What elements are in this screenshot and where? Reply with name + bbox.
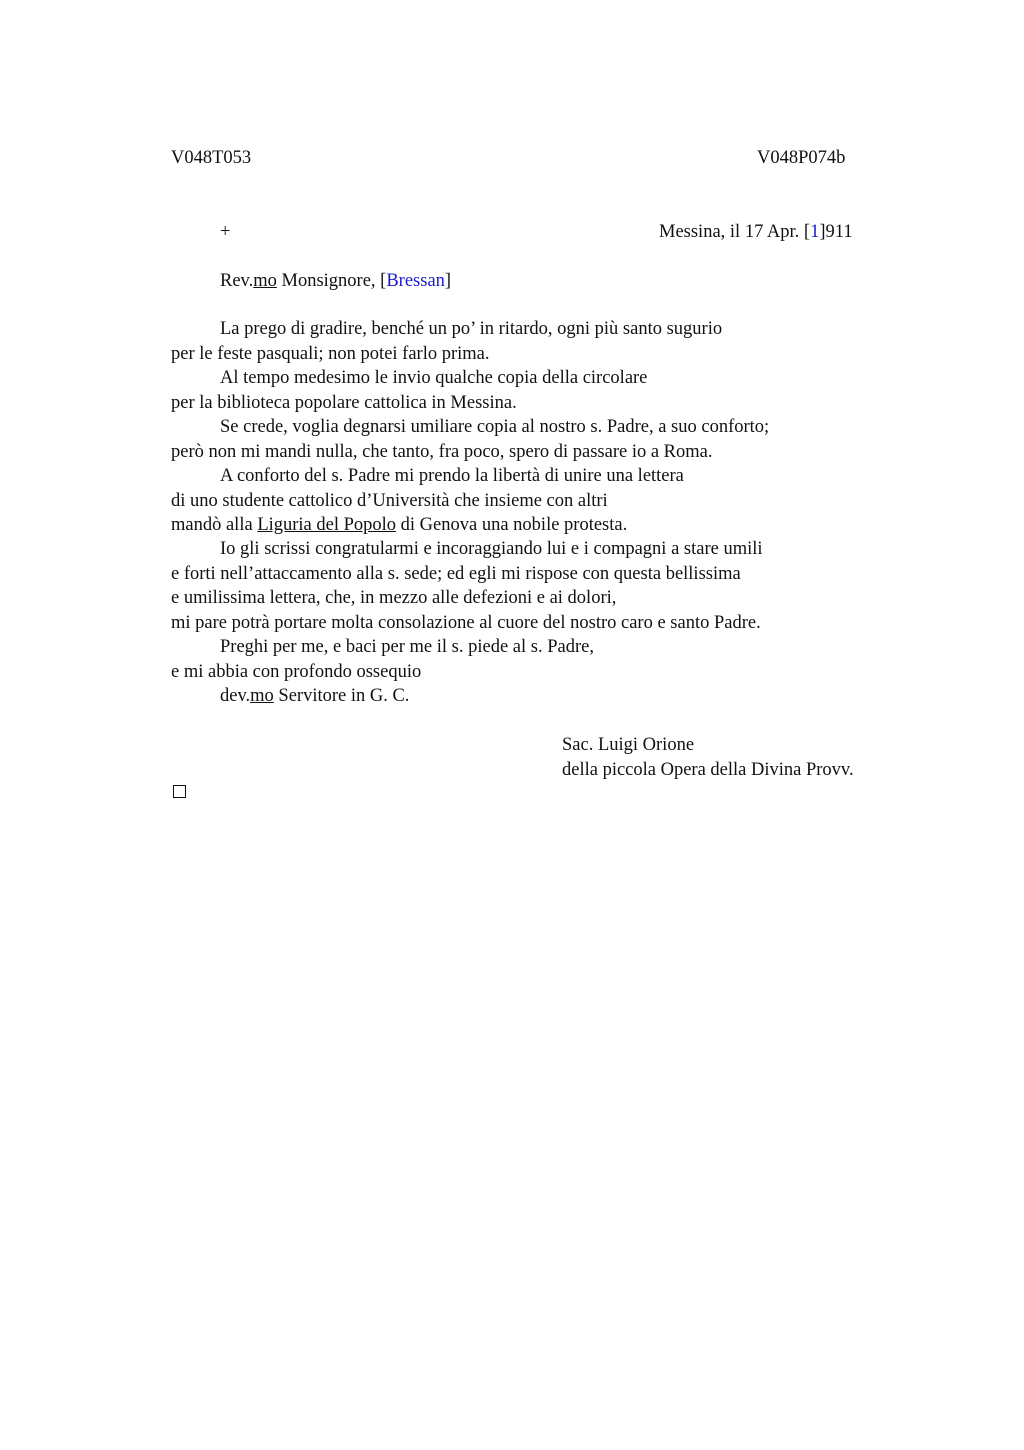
closing-line — [220, 685, 409, 707]
salutation-prefix: Rev. — [220, 271, 254, 291]
recipient-name: Bressan — [386, 271, 445, 291]
body-line: per le feste pasquali; non potei farlo prima. — [171, 344, 490, 364]
body-line: e forti nell’attaccamento alla s. sede; ed egli mi rispose con questa bellissima — [171, 564, 741, 584]
body-line: A conforto del s. Padre mi prendo la libertà di unire una lettera — [220, 466, 684, 486]
body-line: Se crede, voglia degnarsi umiliare copia al nostro s. Padre, a suo conforto; — [220, 417, 770, 437]
body-line: Preghi per me, e baci per me il s. piede al s. Padre, — [220, 637, 594, 657]
body-line: però non mi mandi nulla, che tanto, fra poco, spero di passare io a Roma. — [171, 442, 713, 462]
cross-mark: + — [220, 222, 231, 242]
closing-suffix: Servitore in G. C. — [273, 686, 410, 706]
body-line: per la biblioteca popolare cattolica in Messina. — [171, 393, 517, 413]
liguria-after: di Genova una nobile protesta. — [396, 515, 628, 535]
end-marker-square-icon — [173, 785, 186, 798]
body-line-liguria — [171, 514, 627, 536]
body-line: Al tempo medesimo le invio qualche copia della circolare — [220, 368, 648, 388]
body-line: Io gli scrissi congratularmi e incoraggiando lui e i compagni a stare umili — [220, 539, 763, 559]
letter-date — [659, 221, 853, 243]
closing-prefix: dev. — [220, 686, 251, 706]
signature-org: della piccola Opera della Divina Provv. — [562, 760, 854, 780]
salutation-abbrev: mo — [253, 271, 277, 291]
closing-abbrev: mo — [250, 686, 274, 706]
body-line: e umilissima lettera, che, in mezzo alle defezioni e ai dolori, — [171, 588, 617, 608]
body-line: La prego di gradire, benché un po’ in ritardo, ogni più santo sugurio — [220, 319, 723, 339]
liguria-before: mandò alla — [171, 515, 258, 535]
salutation-mid: Monsignore, [ — [276, 271, 387, 291]
body-line: di uno studente cattolico d’Università che insieme con altri — [171, 491, 608, 511]
salutation-close: ] — [444, 271, 452, 291]
newspaper-title: Liguria del Popolo — [257, 515, 397, 535]
date-prefix: Messina, il 17 Apr. [ — [659, 222, 811, 242]
body-line: mi pare potrà portare molta consolazione al cuore del nostro caro e santo Padre. — [171, 613, 761, 633]
document-code-right: V048P074b — [757, 148, 846, 168]
date-editorial-digit: 1 — [810, 222, 820, 242]
date-suffix: ]911 — [819, 222, 853, 242]
signature-name: Sac. Luigi Orione — [562, 735, 695, 755]
body-line: e mi abbia con profondo ossequio — [171, 662, 422, 682]
salutation — [220, 270, 451, 292]
document-code-left: V048T053 — [171, 148, 252, 168]
